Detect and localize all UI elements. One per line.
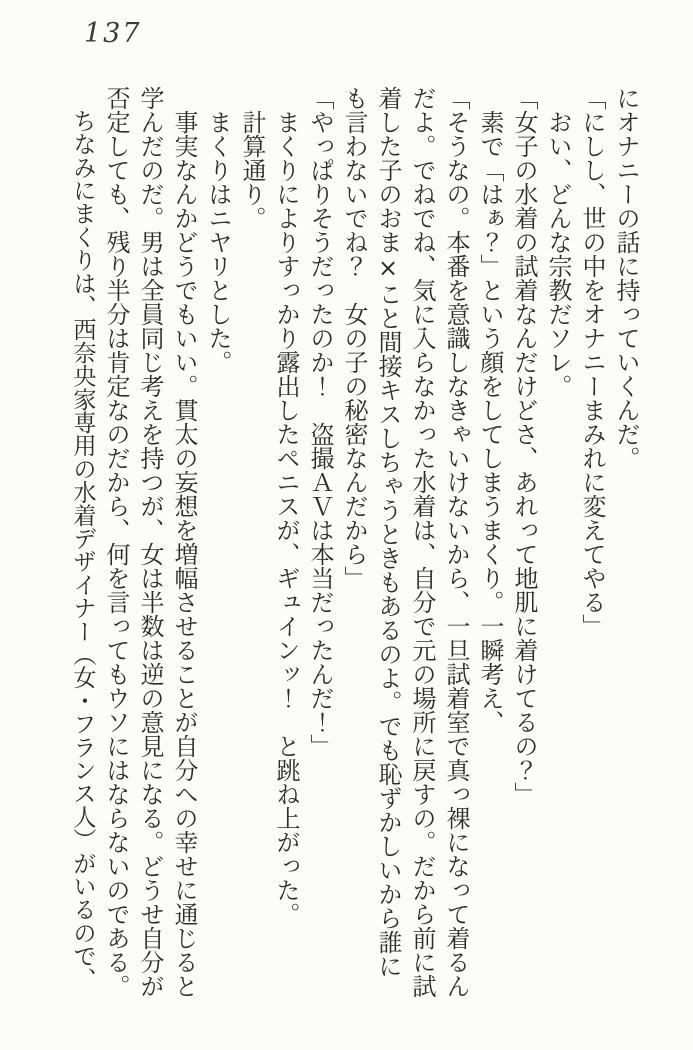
paragraph-dialogue: 「そうなの。本番を意識しなきゃいけないから、一旦試着室で真っ裸になって着るんだよ。でねでね、気に入らなかった水着は、自分で元の場所に戻すの。だから前に試着した子のおま×こと間接キスしちゃうときもあるのよ。でも恥ずかしいから誰にも言わないでね？ 女の子の秘密なんだから」 (340, 86, 470, 998)
paragraph-narration: まくりはニヤリとした。 (204, 110, 232, 374)
paragraph-dialogue: 「やっぱりそうだったのか！ 盗撮ＡＶは本当だったんだ！」 (306, 86, 334, 758)
paragraph-narration: おい、どんな宗教だソレ。 (544, 110, 572, 398)
paragraph-narration: 素で「はぁ？」という顔をしてしまうまくり。一瞬考え、 (476, 110, 504, 734)
paragraph-narration: 計算通り。 (238, 110, 266, 230)
paragraph-dialogue: 「女子の水着の試着なんだけどさ、あれって地肌に着けてるの？」 (510, 86, 538, 806)
paragraph-continuation: にオナニーの話に持っていくんだ。 (612, 86, 640, 470)
paragraph-narration: 事実なんかどうでもいい。貫太の妄想を増幅させることが自分への幸せに通じると学んだのだ。男は全員同じ考えを持つが、女は半数は逆の意見になる。どうせ自分が否定しても、残り半分は肯定なのだから、何を言ってもウソにはならないのである。 (102, 86, 198, 998)
page-number: 137 (84, 18, 142, 49)
paragraph-dialogue: 「にしし、世の中をオナニーまみれに変えてやる」 (578, 86, 606, 638)
page-text (49, 86, 643, 998)
paragraph-narration: ちなみにまくりは、西奈央家専用の水着デザイナー（女・フランス人）がいるので、 (69, 109, 96, 991)
paragraph-narration: まくりによりすっかり露出したペニスが、ギュインッ！ と跳ね上がった。 (272, 110, 300, 926)
